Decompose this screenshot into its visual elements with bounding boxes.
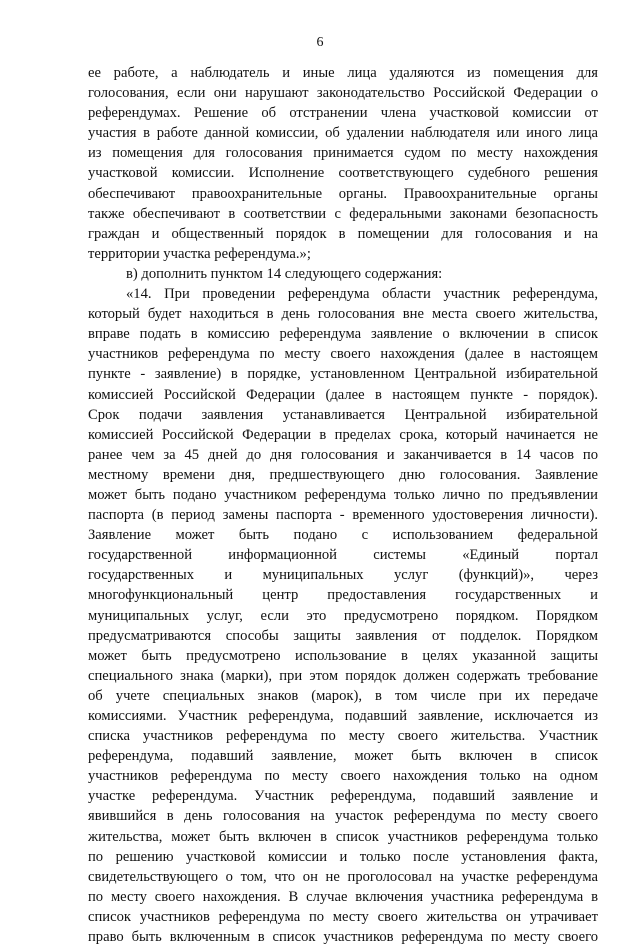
text-line: право быть включенным в список участников референдума по месту своего — [88, 929, 598, 946]
text-line: Срок подачи заявления устанавливается Центральной избирательной — [88, 406, 598, 423]
text-line: комиссией Российской Федерации (далее в настоящем пункте - порядок). — [88, 386, 598, 403]
text-line: референдумах. Решение об отстранении члена участковой комиссии от — [88, 105, 598, 122]
text-line: по решению участковой комиссии и только после установления факта, — [88, 848, 598, 865]
text-line: может быть подано участником референдума только лично по предъявлении — [88, 486, 598, 503]
text-line: может быть предусмотрено использование в целях указанной защиты — [88, 647, 598, 664]
text-line: многофункциональный центр предоставления государственных и — [88, 587, 598, 604]
text-line: референдума, подавший заявление, может быть включен в список — [88, 748, 598, 765]
text-line: участия в работе данной комиссии, об удалении наблюдателя или иного лица — [88, 125, 598, 142]
text-line: пункте - заявление) в порядке, установленном Центральной избирательной — [88, 366, 598, 383]
text-line: участке референдума. Участник референдума, подавший заявление и — [88, 788, 598, 805]
text-line: муниципальных услуг, если это предусмотрено порядком. Порядком — [88, 607, 598, 624]
text-line: государственной информационной системы «Единый портал — [88, 547, 598, 564]
text-line: местному времени дня, предшествующего дню голосования. Заявление — [88, 466, 598, 483]
text-line: государственных и муниципальных услуг (функций)», через — [88, 567, 598, 584]
text-line: комиссией Российской Федерации в пределах срока, который начинается не — [88, 426, 598, 443]
text-line: в) дополнить пунктом 14 следующего содержания: — [126, 265, 443, 282]
text-line: который будет находиться в день голосования вне места своего жительства, — [88, 306, 598, 323]
text-line: участников референдума по месту своего нахождения только на одном — [88, 768, 598, 785]
text-line: голосования, если они нарушают законодательство Российской Федерации о — [88, 85, 598, 102]
page-number: 6 — [316, 35, 324, 50]
text-line: свидетельствующего о том, что он не проголосовал на участке референдума — [88, 868, 598, 885]
text-line: участковой комиссии. Исполнение соответствующего судебного решения — [88, 165, 598, 182]
text-line: вправе подать в комиссию референдума заявление о включении в список — [88, 326, 598, 343]
text-line: по месту своего нахождения. В случае включения участника референдума в — [88, 888, 598, 905]
text-line: также обеспечивают в соответствии с федеральными законами безопасность — [88, 205, 598, 222]
text-line: специального знака (марки), при этом порядок должен содержать требование — [88, 667, 598, 684]
text-line: Заявление может быть подано с использованием федеральной — [88, 527, 598, 544]
text-line: об учете специальных знаков (марок), в том числе при их передаче — [88, 687, 598, 704]
text-line: обеспечивают правоохранительные органы. Правоохранительные органы — [88, 185, 598, 202]
text-line: списка участников референдума по месту своего жительства. Участник — [88, 728, 598, 745]
text-line: граждан и общественный порядок в помещении для голосования и на — [88, 225, 598, 242]
text-line: явившийся в день голосования на участок референдума по месту своего — [88, 808, 598, 825]
text-line: территории участка референдума.»; — [88, 245, 311, 262]
text-line: ее работе, а наблюдатель и иные лица удаляются из помещения для — [88, 65, 598, 81]
text-line: предусматриваются способы защиты заявления от подделок. Порядком — [88, 627, 598, 644]
document-body — [88, 63, 598, 947]
text-line: жительства, может быть включен в список участников референдума только — [88, 828, 598, 845]
text-line: участников референдума по месту своего нахождения (далее в настоящем — [88, 346, 598, 363]
text-line: комиссиями. Участник референдума, подавший заявление, исключается из — [88, 708, 598, 724]
text-line: паспорта (в период замены паспорта - временного удостоверения личности). — [88, 507, 598, 524]
text-line: список участников референдума по месту своего жительства он утрачивает — [88, 908, 598, 925]
text-line: ранее чем за 45 дней до дня голосования и заканчивается в 14 часов по — [88, 446, 598, 463]
text-line: из помещения для голосования принимается судом по месту нахождения — [88, 145, 598, 162]
text-line: «14. При проведении референдума области участник референдума, — [126, 286, 598, 303]
